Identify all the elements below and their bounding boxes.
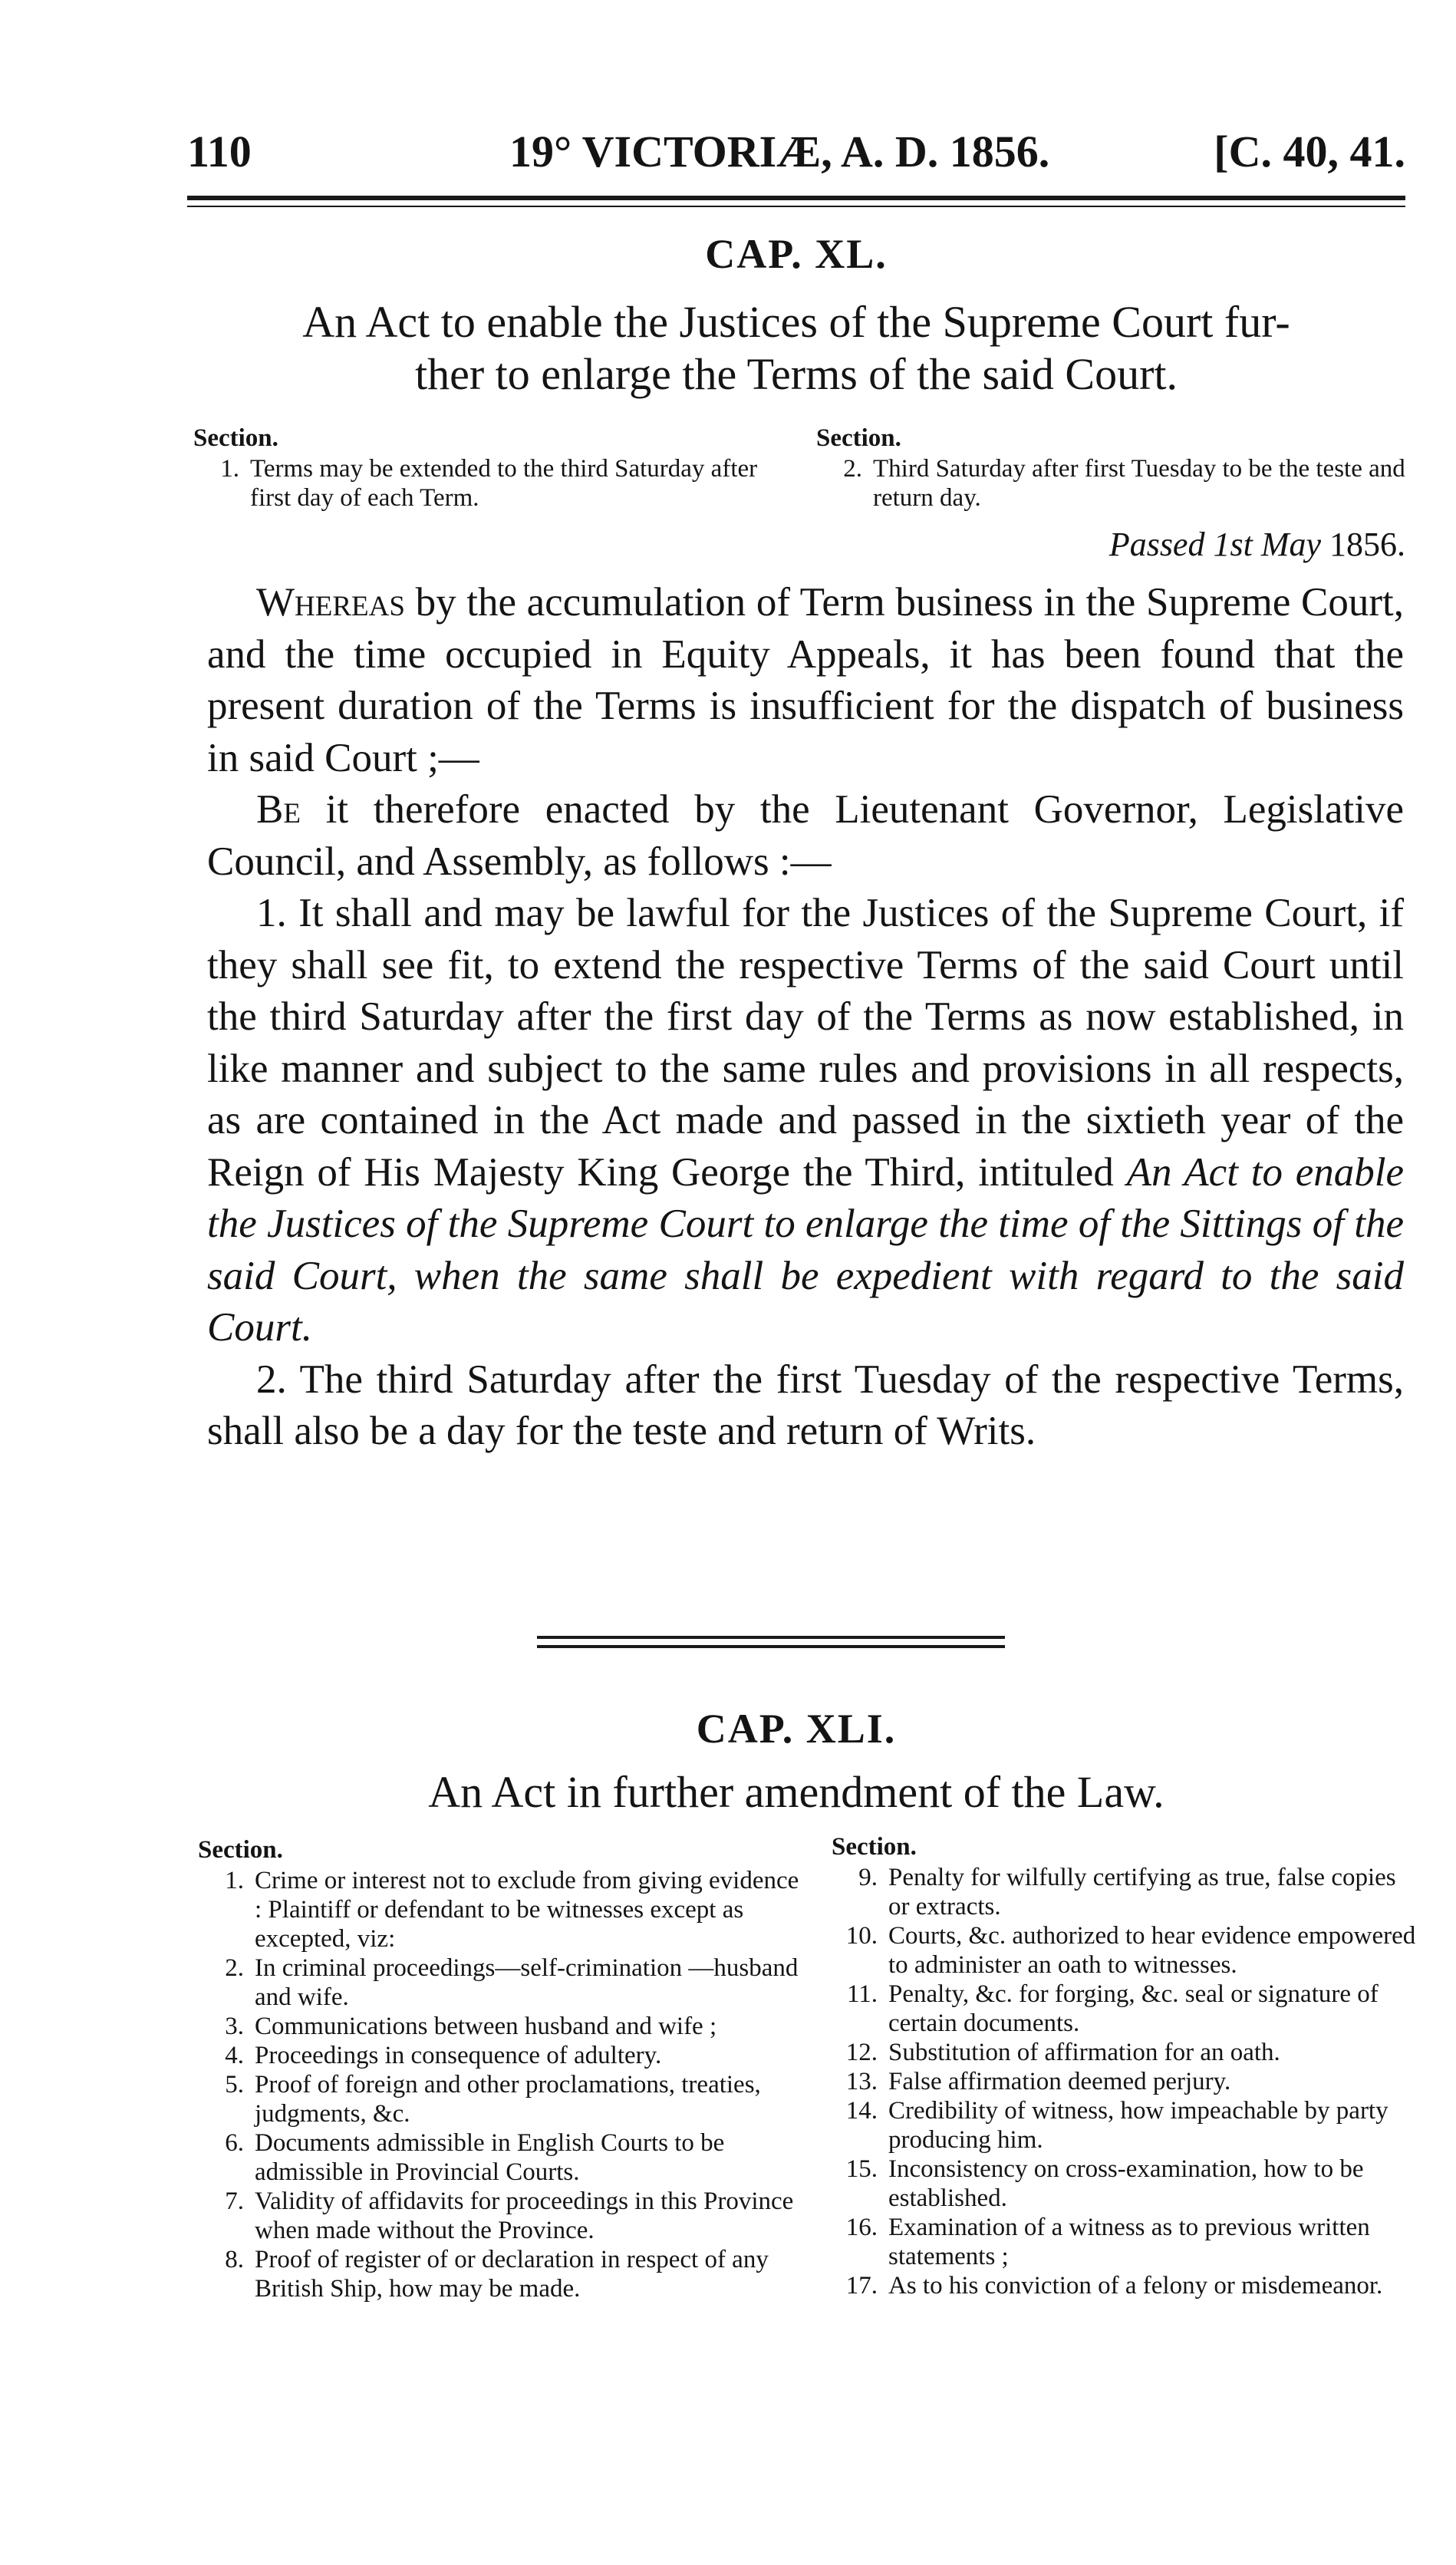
cap-40-toc-left	[193, 424, 792, 513]
toc-entry	[832, 2067, 1416, 2096]
toc-entry-number: 5.	[225, 2071, 244, 2098]
enacting-lead-word: Be	[256, 787, 301, 832]
toc-entry-number: 2.	[843, 455, 862, 483]
preamble-paragraph	[207, 577, 1404, 784]
running-header	[187, 126, 1405, 187]
toc-list	[816, 454, 1407, 513]
section-2-text: 2. The third Saturday after the first Tuesday of the respective Terms, shall also be a day for the teste and return of Writs.	[207, 1357, 1404, 1453]
toc-entry-text: False affirmation deemed perjury.	[888, 2068, 1231, 2095]
header-rule-thin	[187, 206, 1405, 207]
cap-41-title: An Act in further amendment of the Law.	[428, 1767, 1164, 1817]
header-rule-thick	[187, 196, 1405, 200]
toc-entry-number: 8.	[225, 2246, 244, 2273]
toc-entry-text: Terms may be extended to the third Saturday after first day of each Term.	[250, 455, 758, 512]
toc-entry-number: 6.	[225, 2129, 244, 2157]
passed-year: 1856.	[1329, 526, 1405, 563]
toc-entry-number: 7.	[225, 2188, 244, 2215]
toc-entry	[832, 2155, 1416, 2213]
section-divider-top	[537, 1636, 1005, 1639]
toc-entry-number: 10.	[845, 1922, 878, 1950]
toc-entry-number: 1.	[225, 1867, 244, 1894]
toc-entry-text: As to his conviction of a felony or misdemeanor.	[888, 2272, 1383, 2300]
cap-40-title-line-2: ther to enlarge the Terms of the said Court.	[414, 349, 1178, 399]
toc-entry-number: 11.	[846, 1980, 878, 2008]
toc-entry	[832, 2271, 1416, 2300]
toc-entry	[832, 1921, 1416, 1980]
toc-entry-number: 3.	[225, 2013, 244, 2040]
section-1-text: 1. It shall and may be lawful for the Justices of the Supreme Court, if they shall see fit, to extend the respective Terms of the said Court until the third Saturday after the first day of the Terms as now established, in like manner and subject to the same rules and provisions in all respects, as are contained in the Act made and passed in the sixtieth year of the Reign of His Majesty King George the Third, intituled	[207, 891, 1404, 1195]
toc-entry	[832, 2038, 1416, 2067]
toc-entry-number: 12.	[845, 2039, 878, 2066]
section-1-paragraph	[207, 888, 1404, 1354]
section-1-cited-act: An Act to enable the Justices of the Supreme Court to enlarge the time of the Sittings of the said Court, when the same shall be expedient with regard to the said Court.	[207, 1149, 1404, 1350]
toc-entry	[198, 1866, 804, 1953]
cap-41-toc-left	[198, 1835, 804, 2303]
toc-entry	[832, 2213, 1416, 2271]
toc-entry-text: Third Saturday after first Tuesday to be the teste and return day.	[873, 455, 1405, 512]
toc-entry-number: 13.	[845, 2068, 878, 2095]
toc-entry-number: 4.	[225, 2042, 244, 2069]
cap-40-toc-right	[816, 424, 1407, 513]
passed-date	[1109, 525, 1405, 564]
toc-list	[832, 1863, 1416, 2300]
toc-section-label: Section.	[193, 424, 278, 452]
toc-entry	[816, 454, 1407, 513]
toc-list	[193, 454, 792, 513]
cap-41-heading: CAP. XLI.	[696, 1706, 897, 1752]
passed-label: Passed 1st May	[1108, 526, 1321, 563]
toc-entry-text: Penalty, &c. for forging, &c. seal or signature of certain documents.	[888, 1980, 1379, 2037]
toc-entry-text: Documents admissible in English Courts to be admissible in Provincial Courts.	[255, 2129, 725, 2186]
toc-entry	[832, 2096, 1416, 2155]
toc-entry	[198, 2245, 804, 2303]
toc-entry-number: 9.	[858, 1864, 878, 1891]
toc-entry-number: 15.	[845, 2155, 878, 2183]
toc-entry	[198, 1953, 804, 2012]
toc-list	[198, 1866, 804, 2303]
toc-entry	[832, 1863, 1416, 1921]
section-2-paragraph	[207, 1354, 1404, 1458]
cap-40-title	[187, 296, 1405, 401]
section-divider-bottom	[537, 1645, 1005, 1648]
toc-entry-text: Proceedings in consequence of adultery.	[255, 2042, 662, 2069]
toc-entry-number: 16.	[845, 2214, 878, 2241]
toc-entry-text: Examination of a witness as to previous written statements ;	[888, 2214, 1370, 2270]
toc-entry-text: Penalty for wilfully certifying as true, false copies or extracts.	[888, 1864, 1396, 1920]
toc-entry-number: 1.	[220, 455, 239, 483]
toc-entry-number: 17.	[845, 2272, 878, 2300]
chapter-range: [C. 40, 41.	[1214, 127, 1405, 176]
toc-entry-text: Credibility of witness, how impeachable by party producing him.	[888, 2097, 1388, 2154]
toc-entry	[832, 1980, 1416, 2038]
toc-entry-text: Substitution of affirmation for an oath.	[888, 2039, 1280, 2066]
toc-entry	[193, 454, 792, 513]
enacting-text: it therefore enacted by the Lieutenant Governor, Legislative Council, and Assembly, as follows :—	[207, 787, 1404, 884]
toc-entry	[198, 2041, 804, 2070]
toc-entry-text: Proof of register of or declaration in respect of any British Ship, how may be made.	[255, 2246, 769, 2303]
preamble-lead-word: Whereas	[256, 580, 405, 625]
toc-entry	[198, 2070, 804, 2128]
toc-entry-number: 2.	[225, 1954, 244, 1982]
cap-40-title-line-1: An Act to enable the Justices of the Supreme Court fur-	[302, 297, 1290, 347]
toc-entry	[198, 2128, 804, 2187]
enacting-paragraph	[207, 784, 1404, 888]
cap-40-body	[207, 577, 1404, 1458]
toc-entry-text: In criminal proceedings—self-crimination —husband and wife.	[255, 1954, 799, 2011]
cap-40-heading: CAP. XL.	[705, 231, 888, 277]
toc-entry-text: Proof of foreign and other proclamations, treaties, judgments, &c.	[255, 2071, 761, 2128]
toc-entry-number: 14.	[845, 2097, 878, 2125]
cap-41-toc-right	[832, 1832, 1416, 2300]
toc-entry-text: Inconsistency on cross-examination, how to be established.	[888, 2155, 1364, 2212]
toc-entry-text: Courts, &c. authorized to hear evidence empowered to administer an oath to witnesses.	[888, 1922, 1416, 1979]
toc-entry	[198, 2012, 804, 2041]
running-title: 19° VICTORIÆ, A. D. 1856.	[509, 127, 1050, 176]
preamble-text: by the accumulation of Term business in the Supreme Court, and the time occupied in Equity Appeals, it has been found that the present duration of the Terms is insufficient for the dispatch of business in said Court ;—	[207, 580, 1404, 780]
toc-section-label: Section.	[198, 1836, 283, 1864]
toc-entry-text: Validity of affidavits for proceedings in this Province when made without the Province.	[255, 2188, 794, 2244]
toc-section-label: Section.	[832, 1833, 917, 1861]
page-number: 110	[187, 127, 252, 176]
toc-entry-text: Communications between husband and wife ;	[255, 2013, 717, 2040]
toc-section-label: Section.	[816, 424, 901, 452]
toc-entry-text: Crime or interest not to exclude from giving evidence : Plaintiff or defendant to be witnesses except as excepted, viz:	[255, 1867, 799, 1953]
toc-entry	[198, 2187, 804, 2245]
